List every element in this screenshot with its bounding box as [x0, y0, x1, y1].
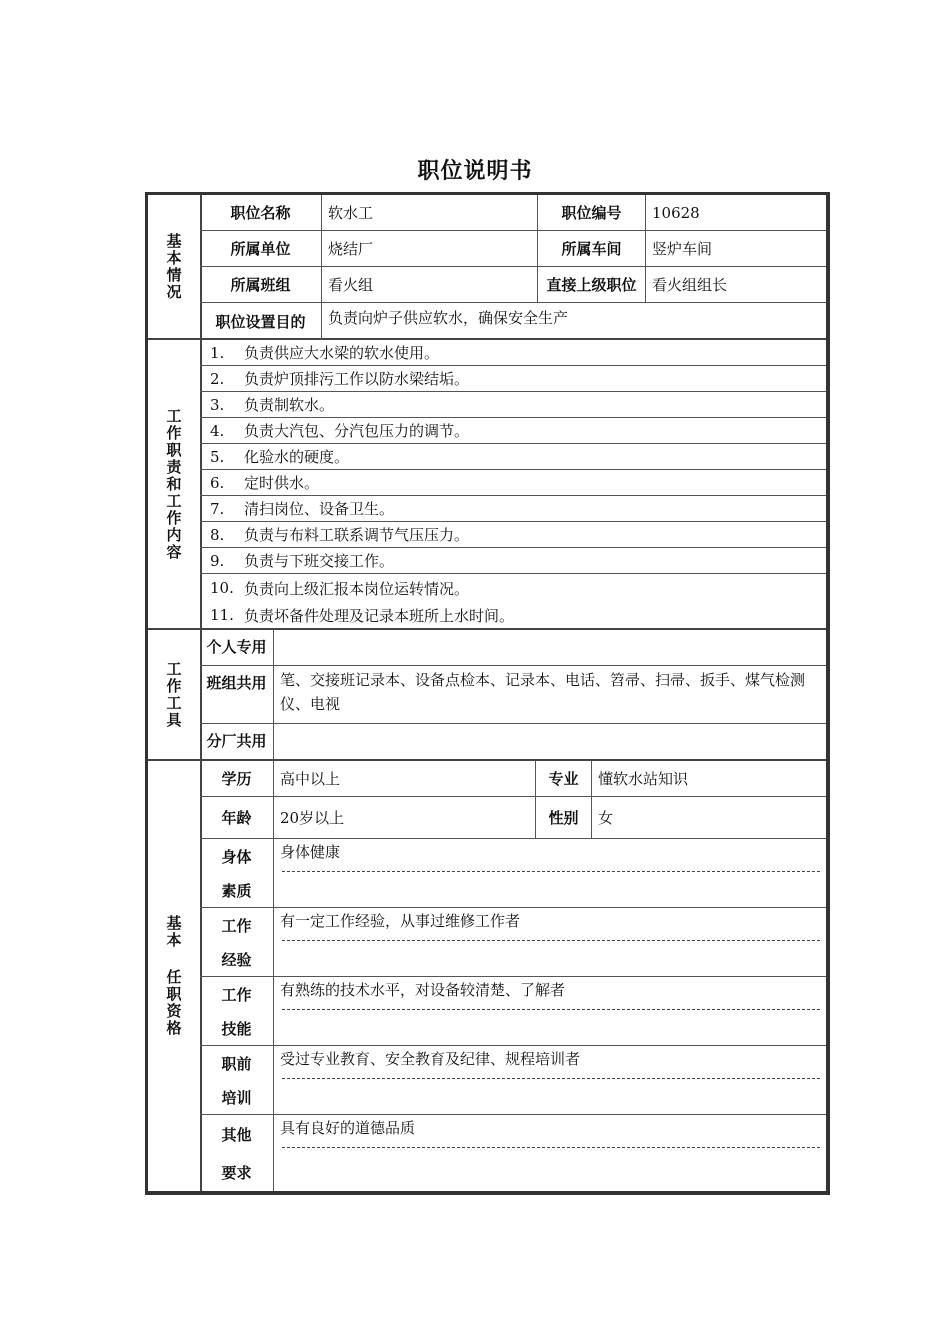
unit-label: 所属单位: [200, 231, 322, 266]
experience-value: [274, 908, 826, 976]
education-value: 高中以上: [274, 761, 536, 796]
skills-value: [274, 977, 826, 1045]
purpose-value: 负责向炉子供应软水，确保安全生产: [328, 309, 569, 327]
duty-number: 8.: [210, 525, 225, 544]
training-label-line-1: 职前: [221, 1054, 252, 1073]
duty-text: 负责制软水。: [244, 396, 335, 414]
duty-item: [200, 392, 826, 418]
dashed-divider: [282, 1009, 820, 1010]
position-name-label: 职位名称: [200, 195, 322, 230]
duty-number: 4.: [210, 421, 225, 440]
duty-item: [200, 522, 826, 548]
dashed-divider: [282, 940, 820, 941]
education-row: [200, 761, 826, 797]
plant-tools-label: 分厂共用: [200, 724, 274, 761]
dashed-divider: [282, 1147, 820, 1148]
duty-number: 3.: [210, 395, 225, 414]
duty-text: 负责供应大水梁的软水使用。: [244, 344, 440, 362]
basic-row-1: [200, 195, 826, 231]
qualifications-section: [148, 761, 826, 1191]
training-text: 受过专业教育、安全教育及纪律、规程培训者: [280, 1050, 581, 1068]
duty-number: 10.: [210, 579, 234, 597]
training-label: [200, 1046, 274, 1114]
dashed-divider: [282, 871, 820, 872]
duty-item: [200, 470, 826, 496]
team-value: 看火组: [322, 267, 538, 302]
experience-label: [200, 908, 274, 976]
duty-text: 定时供水。: [244, 474, 320, 492]
duty-item: [200, 444, 826, 470]
duty-item: [200, 418, 826, 444]
training-row: [200, 1046, 826, 1115]
purpose-label: 职位设置目的: [200, 303, 322, 340]
duty-text: 化验水的硬度。: [244, 448, 350, 466]
duty-number: 2.: [210, 369, 225, 388]
duty-text: 负责大汽包、分汽包压力的调节。: [244, 422, 470, 440]
position-code-value: 10628: [652, 203, 700, 222]
team-tools-label: 班组共用: [200, 666, 274, 723]
education-label: 学历: [200, 761, 274, 796]
basic-row-3: [200, 267, 826, 303]
tools-section: [148, 630, 826, 761]
duty-item: [200, 602, 826, 628]
major-label: 专业: [536, 761, 592, 796]
duty-text: 负责与布料工联系调节气压压力。: [244, 526, 470, 544]
duty-item: [200, 574, 826, 602]
duty-text: 负责炉顶排污工作以防水梁结垢。: [244, 370, 470, 388]
experience-label-line-1: 工作: [221, 916, 252, 935]
physical-row: [200, 839, 826, 908]
other-text: 具有良好的道德品质: [280, 1119, 416, 1137]
duty-text: 负责与下班交接工作。: [244, 552, 395, 570]
duty-item: [200, 366, 826, 392]
experience-label-line-2: 经验: [221, 950, 252, 969]
personal-tools-label: 个人专用: [200, 630, 274, 665]
duty-number: 6.: [210, 473, 225, 492]
duty-item: [200, 496, 826, 522]
plant-tools-value: [274, 724, 826, 761]
team-tools-value: 笔、交接班记录本、设备点检本、记录本、电话、笤帚、扫帚、扳手、煤气检测仪、电视: [280, 671, 806, 713]
team-label: 所属班组: [200, 267, 322, 302]
gender-value: 女: [598, 809, 614, 827]
duty-item: [200, 548, 826, 574]
age-row: [200, 797, 826, 839]
workshop-label: 所属车间: [538, 231, 646, 266]
superior-label: 直接上级职位: [538, 267, 646, 302]
skills-label-line-1: 工作: [221, 985, 252, 1004]
page-title: 职位说明书: [417, 159, 533, 184]
physical-label: [200, 839, 274, 907]
personal-tools-value: [274, 630, 826, 665]
experience-text: 有一定工作经验，从事过维修工作者: [280, 912, 521, 930]
training-label-line-2: 培训: [221, 1088, 252, 1107]
basic-row-4: [200, 303, 826, 340]
duty-number: 11.: [210, 606, 234, 624]
basic-info-section: [148, 195, 826, 340]
duty-number: 9.: [210, 551, 225, 570]
tools-row-plant: [200, 724, 826, 761]
physical-label-line-1: 身体: [221, 847, 252, 866]
qualifications-side-label: 基本 任职资格: [148, 761, 202, 1191]
other-row: [200, 1115, 826, 1191]
training-value: [274, 1046, 826, 1114]
duties-side-label: 工作职责和工作内容: [148, 340, 202, 628]
age-value: 20岁以上: [274, 797, 536, 838]
duty-number: 7.: [210, 499, 225, 518]
position-description-table: [145, 192, 830, 1195]
duty-text: 清扫岗位、设备卫生。: [244, 500, 395, 518]
skills-label: [200, 977, 274, 1045]
other-value: [274, 1115, 826, 1191]
age-label: 年龄: [200, 797, 274, 838]
other-label-line-1: 其他: [221, 1125, 252, 1144]
duty-number: 1.: [210, 343, 225, 362]
dashed-divider: [282, 1078, 820, 1079]
duty-text: 负责向上级汇报本岗位运转情况。: [244, 579, 470, 598]
basic-info-side-label: 基本情况: [148, 195, 202, 338]
tools-row-personal: [200, 630, 826, 666]
basic-row-2: [200, 231, 826, 267]
tools-side-label: 工作工具: [148, 630, 202, 759]
physical-label-line-2: 素质: [221, 881, 252, 900]
physical-value: [274, 839, 826, 907]
experience-row: [200, 908, 826, 977]
major-value: 懂软水站知识: [598, 770, 689, 788]
superior-value: 看火组组长: [652, 276, 728, 294]
duty-item: [200, 340, 826, 366]
position-name-value: 软水工: [322, 195, 538, 230]
position-code-label: 职位编号: [538, 195, 646, 230]
duty-text: 负责坏备件处理及记录本班所上水时间。: [244, 606, 515, 625]
tools-row-team: [200, 666, 826, 724]
skills-row: [200, 977, 826, 1046]
workshop-value: 竖炉车间: [652, 240, 713, 258]
duties-section: [148, 340, 826, 630]
skills-label-line-2: 技能: [221, 1019, 252, 1038]
unit-value: 烧结厂: [322, 231, 538, 266]
gender-label: 性别: [536, 797, 592, 838]
skills-text: 有熟练的技术水平，对设备较清楚、了解者: [280, 981, 566, 999]
other-label-line-2: 要求: [221, 1163, 252, 1182]
physical-text: 身体健康: [280, 843, 341, 861]
duty-number: 5.: [210, 447, 225, 466]
other-label: [200, 1115, 274, 1191]
